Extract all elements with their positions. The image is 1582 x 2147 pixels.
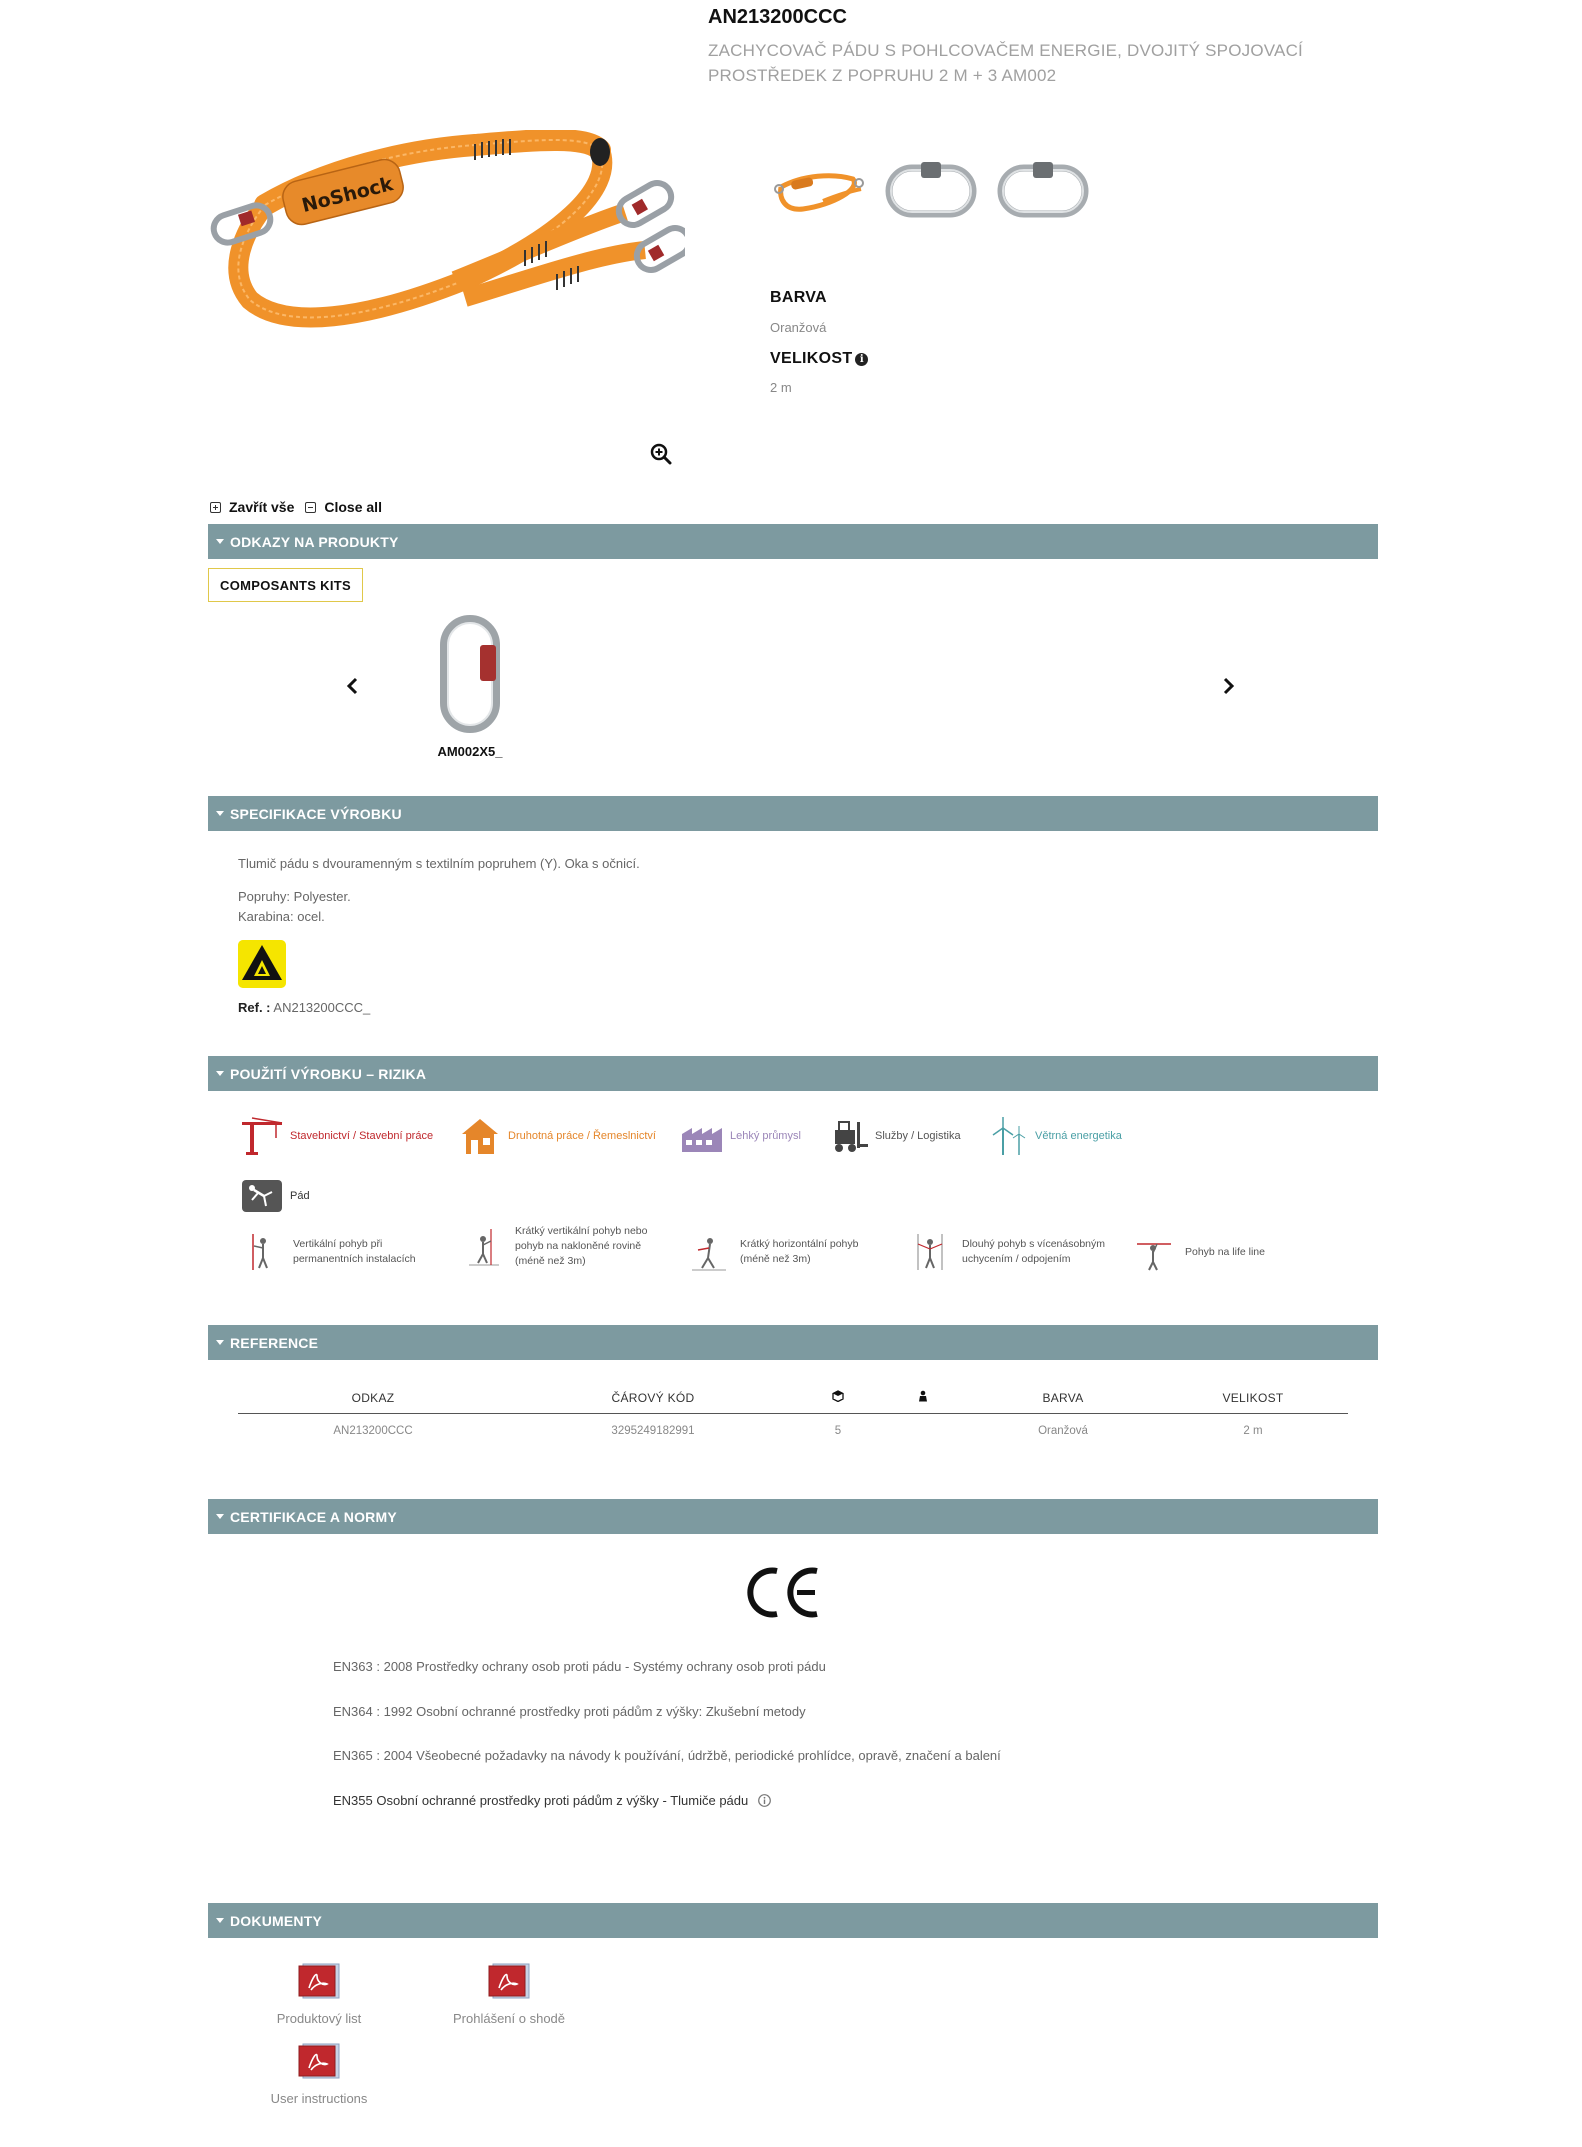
section-product-links[interactable] (208, 524, 1378, 559)
movement-short-horizontal (690, 1232, 858, 1272)
risk-wind-energy (985, 1116, 1122, 1156)
movement-text: Krátký horizontální pohyb (méně než 3m) (740, 1238, 859, 1265)
caret-down-icon (216, 811, 224, 816)
risk-label: Větrná energetika (1035, 1130, 1122, 1142)
col-package (798, 1383, 878, 1413)
section-title: POUŽITÍ VÝROBKU – RIZIKA (230, 1065, 427, 1082)
col-size: VELIKOST (1158, 1383, 1348, 1413)
section-product-spec[interactable] (208, 796, 1378, 831)
caret-down-icon (216, 1918, 224, 1923)
section-title: DOKUMENTY (230, 1912, 323, 1929)
expand-all-icon[interactable] (210, 502, 221, 513)
tab-composants-kits[interactable]: COMPOSANTS KITS (208, 568, 363, 602)
document-product-sheet[interactable] (254, 1962, 384, 2026)
noshock-logo: NoShock (299, 173, 396, 217)
spec-description: Tlumič pádu s dvouramenným s textilním popruhem (Y). Oka s očnicí. (238, 856, 640, 871)
caret-down-icon (216, 1340, 224, 1345)
color-label: BARVA (770, 289, 827, 306)
thumbnail-carabiner-1[interactable] (882, 155, 980, 225)
risk-label: Pád (290, 1190, 310, 1202)
pdf-icon (297, 2042, 341, 2080)
person-icon (917, 1390, 929, 1402)
kit-item[interactable] (430, 615, 510, 759)
close-all-icon[interactable] (305, 502, 316, 513)
section-title: SPECIFIKACE VÝROBKU (230, 805, 402, 822)
movement-text: Krátký vertikální pohyb nebo pohyb na nakloněné rovině (méně než 3m) (515, 1225, 648, 1267)
norm-en355: EN355 Osobní ochranné prostředky proti pádům z výšky - Tlumiče pádu (333, 1793, 749, 1808)
color-value: Oranžová (770, 320, 827, 335)
col-color: BARVA (968, 1383, 1158, 1413)
risk-label: Služby / Logistika (875, 1130, 961, 1142)
movement-vertical-permanent (243, 1232, 416, 1272)
forklift-icon (825, 1116, 869, 1156)
norm-en364: EN364 : 1992 Osobní ochranné prostředky proti pádům z výšky: Zkušební metody (333, 1704, 806, 1719)
section-title: CERTIFIKACE A NORMY (230, 1508, 397, 1525)
size-label-row (770, 350, 868, 368)
document-label: User instructions (270, 2091, 368, 2106)
house-icon (458, 1116, 502, 1156)
ref-label: Ref. : (238, 1000, 271, 1015)
cell-reference: AN213200CCC (333, 1425, 413, 1438)
wind-turbine-icon (985, 1116, 1029, 1156)
risk-label: Druhotná práce / Řemeslnictví (508, 1130, 656, 1142)
risk-logistics (825, 1116, 961, 1156)
factory-icon (680, 1116, 724, 1156)
long-movement-icon (912, 1232, 950, 1272)
zoom-in-icon[interactable] (650, 443, 672, 465)
box-icon (832, 1390, 844, 1402)
col-reference: ODKAZ (238, 1383, 508, 1413)
close-all-button[interactable]: Close all (324, 499, 382, 515)
reference-table (238, 1383, 1348, 1449)
risk-light-industry (680, 1116, 801, 1156)
movement-text: Dlouhý pohyb s vícenásobným uchycením / odpojením (962, 1238, 1105, 1265)
product-code: AN213200CCC (708, 6, 847, 28)
section-certification[interactable] (208, 1499, 1378, 1534)
carabiner-image (430, 615, 510, 735)
ref-value: AN213200CCC_ (273, 1000, 371, 1015)
expand-all-button[interactable]: Zavřít vše (229, 499, 295, 515)
table-row (238, 1413, 1348, 1449)
document-user-instructions[interactable] (254, 2042, 384, 2106)
info-icon[interactable]: i (855, 353, 868, 366)
document-label: Prohlášení o shodě (452, 2011, 566, 2026)
risk-fall (240, 1176, 310, 1216)
movement-long-multiple (912, 1232, 1105, 1272)
risk-crafts (458, 1116, 656, 1156)
short-horizontal-movement-icon (690, 1232, 728, 1272)
size-label: VELIKOST (770, 350, 853, 367)
size-value: 2 m (770, 380, 792, 395)
chevron-right-icon[interactable] (1218, 676, 1238, 696)
chevron-left-icon[interactable] (343, 676, 363, 696)
crane-icon (240, 1116, 284, 1156)
risk-construction (240, 1116, 433, 1156)
thumbnail-gallery (770, 155, 1092, 225)
pdf-icon (487, 1962, 531, 2000)
section-documents[interactable] (208, 1903, 1378, 1938)
expand-controls (210, 499, 393, 515)
vertical-movement-icon (243, 1232, 281, 1272)
section-reference[interactable] (208, 1325, 1378, 1360)
section-title: REFERENCE (230, 1334, 319, 1351)
product-title: ZACHYCOVAČ PÁDU S POHLCOVAČEM ENERGIE, DVOJITÝ SPOJOVACÍ PROSTŘEDEK Z POPRUHU 2 M + 3 AM002 (708, 41, 1303, 85)
caret-down-icon (216, 1514, 224, 1519)
movement-short-vertical (465, 1224, 648, 1269)
spec-carabiner: Karabina: ocel. (238, 909, 325, 924)
norm-en365: EN365 : 2004 Všeobecné požadavky na návody k používání, údržbě, periodické prohlídce, opravě, značení a balení (333, 1748, 1001, 1763)
col-person (878, 1383, 968, 1413)
cell-person (878, 1413, 968, 1449)
risk-label: Stavebnictví / Stavební práce (290, 1130, 434, 1142)
section-title: ODKAZY NA PRODUKTY (230, 533, 399, 550)
cell-size: 2 m (1243, 1425, 1263, 1438)
cell-package: 5 (834, 1425, 842, 1438)
norm-en355-row (333, 1793, 771, 1808)
caret-down-icon (216, 1071, 224, 1076)
pdf-icon (297, 1962, 341, 2000)
norm-en363: EN363 : 2008 Prostředky ochrany osob proti pádu - Systémy ochrany osob proti pádu (333, 1659, 826, 1674)
kit-label: AM002X5_ (437, 744, 503, 759)
col-barcode: ČÁROVÝ KÓD (508, 1383, 798, 1413)
thumbnail-lanyard[interactable] (770, 155, 868, 225)
delta-plus-logo-icon (238, 940, 286, 988)
document-label: Produktový list (276, 2011, 362, 2026)
document-declaration[interactable] (444, 1962, 574, 2026)
fall-icon (240, 1176, 284, 1216)
spec-straps: Popruhy: Polyester. (238, 889, 351, 904)
movement-text: Pohyb na life line (1185, 1245, 1265, 1258)
section-usage-risks[interactable] (208, 1056, 1378, 1091)
info-icon[interactable] (758, 1794, 771, 1807)
movement-life-line (1135, 1232, 1265, 1272)
ce-mark-icon (745, 1565, 821, 1620)
cell-barcode: 3295249182991 (611, 1425, 695, 1438)
life-line-icon (1135, 1232, 1173, 1272)
short-vertical-movement-icon (465, 1227, 503, 1267)
movement-text: Vertikální pohyb při permanentních instalacích (293, 1238, 416, 1265)
thumbnail-carabiner-2[interactable] (994, 155, 1092, 225)
risk-label: Lehký průmysl (730, 1130, 801, 1142)
cell-color: Oranžová (1038, 1425, 1088, 1438)
product-main-image[interactable] (205, 130, 685, 350)
caret-down-icon (216, 539, 224, 544)
spec-reference (238, 1000, 370, 1015)
